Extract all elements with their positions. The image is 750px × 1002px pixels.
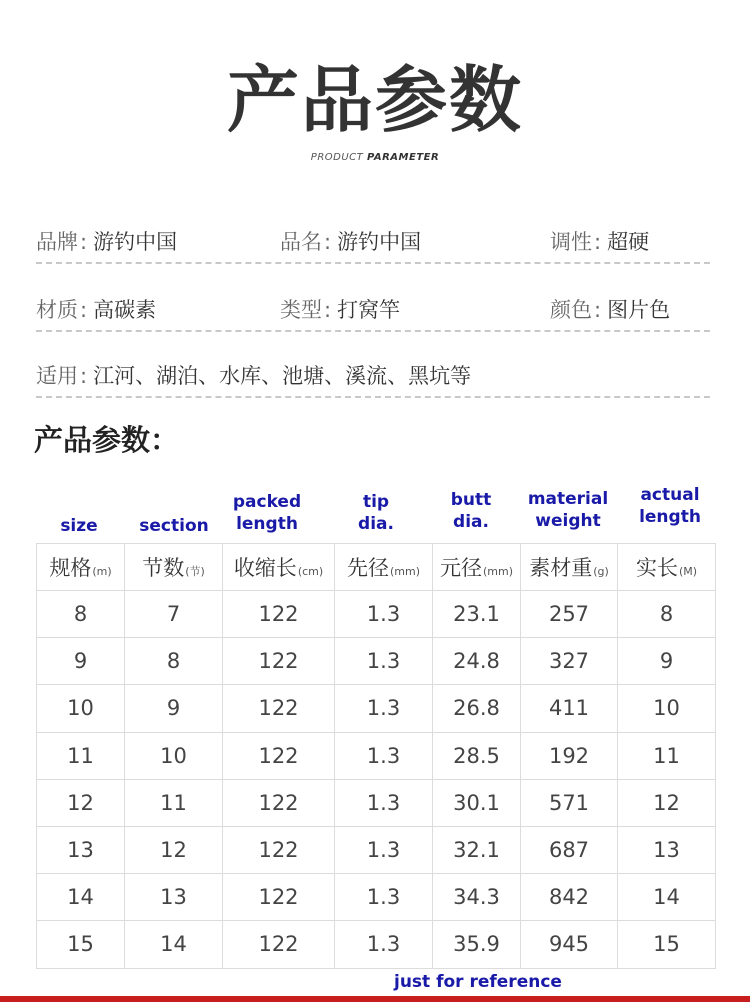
label-packed-length [222,491,312,535]
info-value: 打窝竿 [337,298,401,322]
table-row [37,874,716,921]
info-value: 高碳素 [93,298,157,322]
table-cell: 14 [618,874,716,921]
table-cell: 1.3 [335,779,433,826]
info-value: 超硬 [607,230,650,254]
info-key: 类型 [280,298,322,322]
header-label: 元径 [439,556,482,580]
table-cell: 14 [125,921,223,968]
subtitle-part1: PRODUCT [310,152,364,163]
table-cell: 571 [521,779,618,826]
table-row [37,685,716,732]
table-cell: 192 [521,732,618,779]
info-product-name [280,226,421,256]
label-line: weight [535,511,601,531]
table-cell: 15 [618,921,716,968]
header-unit: (cm) [297,565,324,578]
table-cell: 842 [521,874,618,921]
label-line: dia. [453,512,489,532]
table-cell: 13 [125,874,223,921]
info-value: 游钓中国 [93,230,178,254]
label-section [126,515,222,537]
table-row [37,732,716,779]
table-cell: 122 [223,874,335,921]
table-cell: 15 [37,921,125,968]
info-sep: : [80,298,88,322]
table-cell: 10 [125,732,223,779]
table-cell: 122 [223,732,335,779]
table-cell: 12 [37,779,125,826]
table-cell: 1.3 [335,685,433,732]
label-size-text: size [60,516,98,536]
table-cell: 23.1 [433,591,521,638]
info-sep: : [80,230,88,254]
info-sep: : [324,230,332,254]
table-cell: 24.8 [433,638,521,685]
info-material [36,294,156,324]
table-cell: 257 [521,591,618,638]
info-value: 游钓中国 [337,230,422,254]
info-key: 品牌 [36,230,78,254]
parameter-table [36,543,716,969]
table-cell: 10 [618,685,716,732]
table-cell: 30.1 [433,779,521,826]
table-cell: 28.5 [433,732,521,779]
label-actual-length [630,484,710,528]
header-label: 实长 [635,556,678,580]
header-material-weight [521,544,618,591]
header-butt-dia [433,544,521,591]
info-key: 材质 [36,298,78,322]
table-cell: 122 [223,779,335,826]
table-row [37,591,716,638]
info-action [550,226,649,256]
table-cell: 35.9 [433,921,521,968]
info-key: 品名 [280,230,322,254]
table-cell: 122 [223,591,335,638]
info-key: 颜色 [550,298,592,322]
label-material-weight [522,488,614,532]
info-sep: : [594,298,602,322]
table-cell: 9 [125,685,223,732]
table-row [37,826,716,873]
header-label: 节数 [142,556,185,580]
header-packed-length [223,544,335,591]
header-unit: (M) [678,565,698,578]
label-line: actual [640,485,700,505]
label-line: packed [232,492,302,512]
info-applicable [36,360,471,390]
table-cell: 11 [37,732,125,779]
table-cell: 122 [223,685,335,732]
info-sep: : [594,230,602,254]
table-cell: 8 [618,591,716,638]
table-cell: 13 [618,826,716,873]
table-row [37,921,716,968]
info-color [550,294,670,324]
table-cell: 1.3 [335,921,433,968]
table-cell: 10 [37,685,125,732]
table-cell: 327 [521,638,618,685]
info-row-2 [36,290,710,332]
label-line: material [527,489,609,509]
table-cell: 8 [37,591,125,638]
table-cell: 687 [521,826,618,873]
section-title: 产品参数： [34,423,180,457]
table-cell: 122 [223,638,335,685]
footnote-reference: just for reference [394,972,562,992]
label-butt-dia [436,489,506,533]
table-cell: 32.1 [433,826,521,873]
table-cell: 1.3 [335,591,433,638]
table-cell: 7 [125,591,223,638]
label-line: tip [362,492,390,512]
info-type [280,294,400,324]
table-row [37,638,716,685]
info-value: 图片色 [607,298,671,322]
table-row [37,779,716,826]
bottom-accent-bar [0,996,750,1002]
table-cell: 26.8 [433,685,521,732]
table-cell: 9 [37,638,125,685]
info-row-3 [36,356,710,398]
table-cell: 8 [125,638,223,685]
table-cell: 1.3 [335,826,433,873]
info-value: 江河、湖泊、水库、池塘、溪流、黑坑等 [93,364,472,388]
table-cell: 1.3 [335,638,433,685]
info-row-1 [36,222,710,264]
header-unit: (g) [593,565,609,578]
header-section [125,544,223,591]
subtitle-part2: PARAMETER [366,152,440,163]
table-cell: 13 [37,826,125,873]
page-subtitle [0,152,750,163]
table-cell: 34.3 [433,874,521,921]
header-label: 收缩长 [233,556,297,580]
label-line: length [639,507,701,527]
info-sep: : [324,298,332,322]
header-unit: (mm) [389,565,420,578]
page-title: 产品参数 [226,58,523,142]
table-cell: 12 [618,779,716,826]
table-header-row [37,544,716,591]
header-unit: (mm) [482,565,513,578]
label-line: length [236,514,298,534]
header-label: 素材重 [529,556,593,580]
info-sep: : [80,364,88,388]
header-actual-length [618,544,716,591]
table-cell: 11 [618,732,716,779]
table-cell: 122 [223,826,335,873]
info-key: 调性 [550,230,592,254]
info-key: 适用 [36,364,78,388]
header-label: 先径 [346,556,389,580]
table-cell: 11 [125,779,223,826]
table-cell: 14 [37,874,125,921]
header-label: 规格 [49,556,92,580]
table-cell: 12 [125,826,223,873]
table-cell: 1.3 [335,732,433,779]
table-cell: 9 [618,638,716,685]
table-cell: 411 [521,685,618,732]
header-size [37,544,125,591]
table-cell: 945 [521,921,618,968]
header-unit: (m) [92,565,112,578]
header-unit: (节) [185,565,205,578]
label-line: butt [450,490,492,510]
label-line: dia. [358,514,394,534]
table-cell: 1.3 [335,874,433,921]
label-tip-dia [343,491,409,535]
label-size [44,515,114,537]
info-brand [36,226,177,256]
header-tip-dia [335,544,433,591]
table-cell: 122 [223,921,335,968]
label-section-text: section [139,516,209,536]
